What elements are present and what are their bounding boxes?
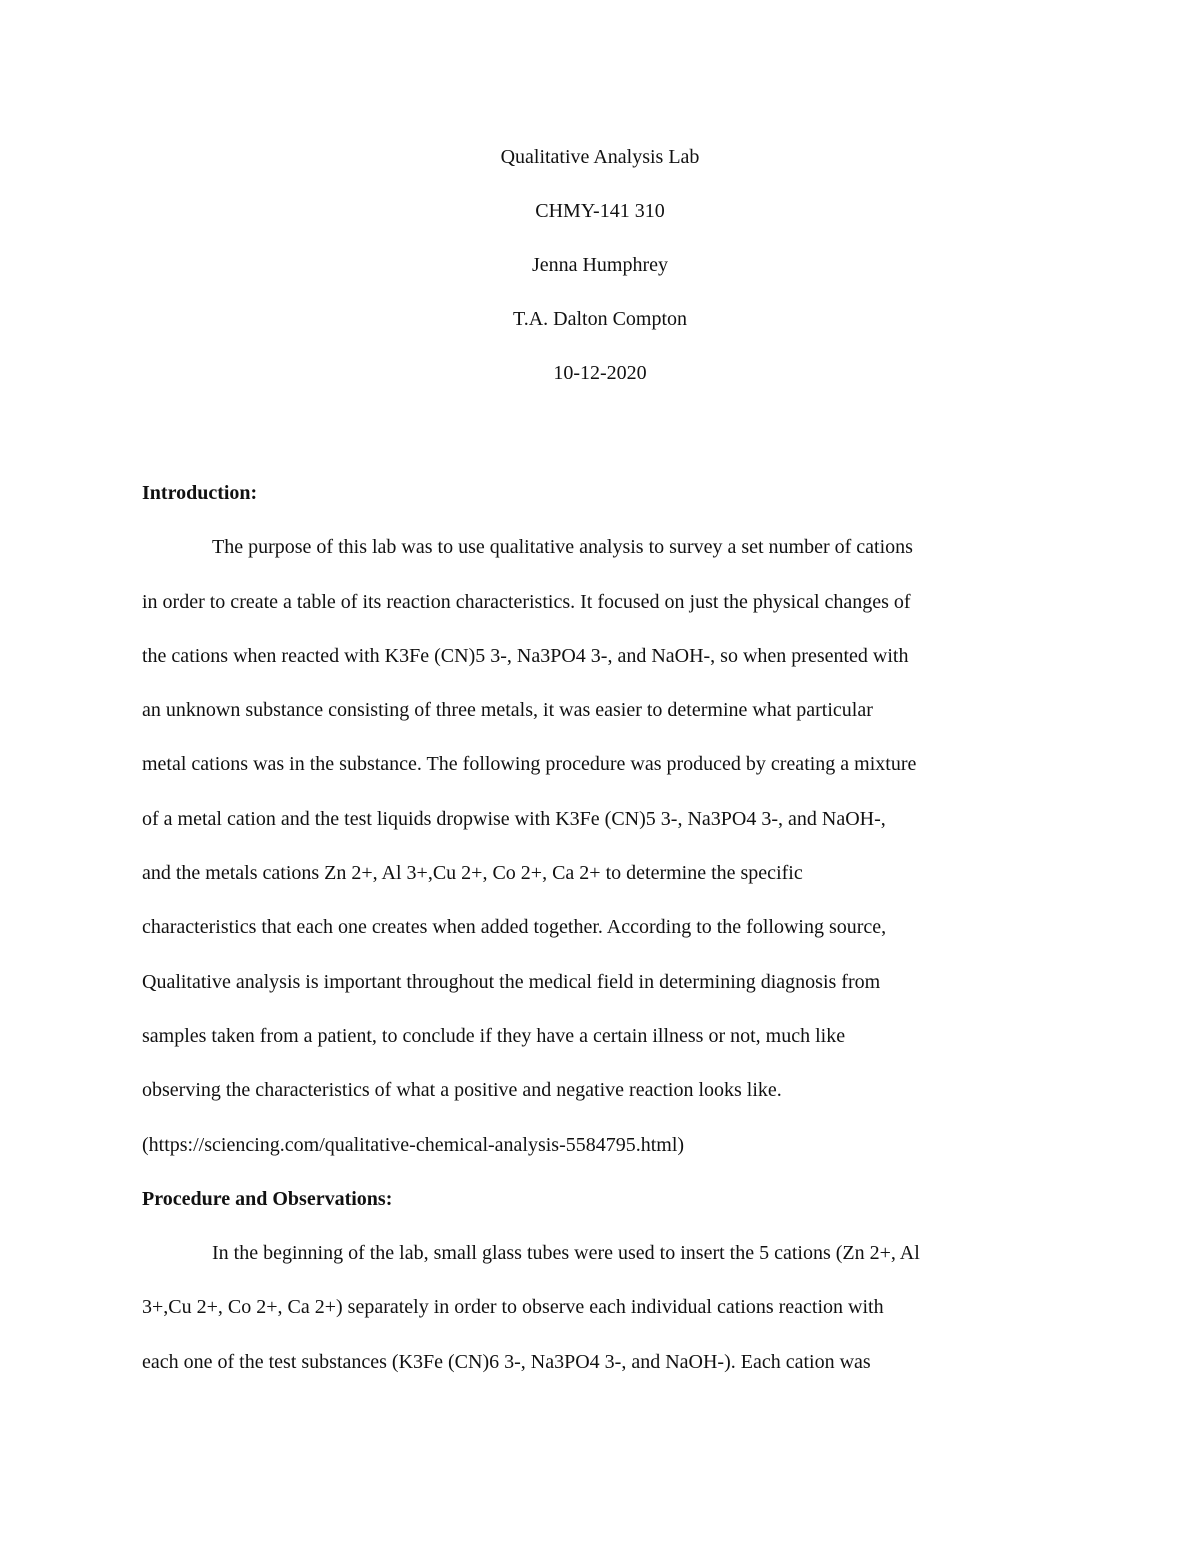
paragraph-line: in order to create a table of its reaction characteristics. It focused on just the physical changes of <box>142 590 911 613</box>
title-block <box>0 142 1200 412</box>
course-number: CHMY-141 310 <box>535 200 665 222</box>
introduction-paragraph <box>142 520 1058 1172</box>
procedure-heading: Procedure and Observations: <box>142 1187 393 1210</box>
paragraph-line: Qualitative analysis is important throughout the medical field in determining diagnosis from <box>142 970 881 993</box>
paragraph-line: and the metals cations Zn 2+, Al 3+,Cu 2+, Co 2+, Ca 2+ to determine the specific <box>142 862 803 885</box>
paragraph-line: observing the characteristics of what a positive and negative reaction looks like. <box>142 1079 782 1102</box>
paragraph-line: samples taken from a patient, to conclude if they have a certain illness or not, much like <box>142 1024 846 1047</box>
paragraph-line: the cations when reacted with K3Fe (CN)5 3-, Na3PO4 3-, and NaOH-, so when presented with <box>142 644 909 667</box>
document-date: 10-12-2020 <box>553 362 647 384</box>
paragraph-line: metal cations was in the substance. The following procedure was produced by creating a mixture <box>142 753 917 776</box>
procedure-paragraph <box>142 1226 1058 1389</box>
ta-name: T.A. Dalton Compton <box>512 308 688 330</box>
paragraph-line: characteristics that each one creates when added together. According to the following source, <box>142 916 887 939</box>
source-citation: (https://sciencing.com/qualitative-chemical-analysis-5584795.html) <box>142 1133 685 1156</box>
author-name: Jenna Humphrey <box>531 254 669 276</box>
document-title: Qualitative Analysis Lab <box>500 146 700 168</box>
paragraph-line: of a metal cation and the test liquids dropwise with K3Fe (CN)5 3-, Na3PO4 3-, and NaOH-, <box>142 807 886 830</box>
introduction-heading: Introduction: <box>142 482 258 504</box>
paragraph-line: In the beginning of the lab, small glass tubes were used to insert the 5 cations (Zn 2+, Al <box>212 1242 920 1265</box>
paragraph-line: each one of the test substances (K3Fe (CN)6 3-, Na3PO4 3-, and NaOH-). Each cation was <box>142 1350 871 1373</box>
paragraph-line: The purpose of this lab was to use qualitative analysis to survey a set number of cations <box>212 536 913 559</box>
paragraph-line: an unknown substance consisting of three metals, it was easier to determine what particular <box>142 699 873 722</box>
document-body <box>142 466 1058 1389</box>
paragraph-line: 3+,Cu 2+, Co 2+, Ca 2+) separately in order to observe each individual cations reaction with <box>142 1296 884 1319</box>
